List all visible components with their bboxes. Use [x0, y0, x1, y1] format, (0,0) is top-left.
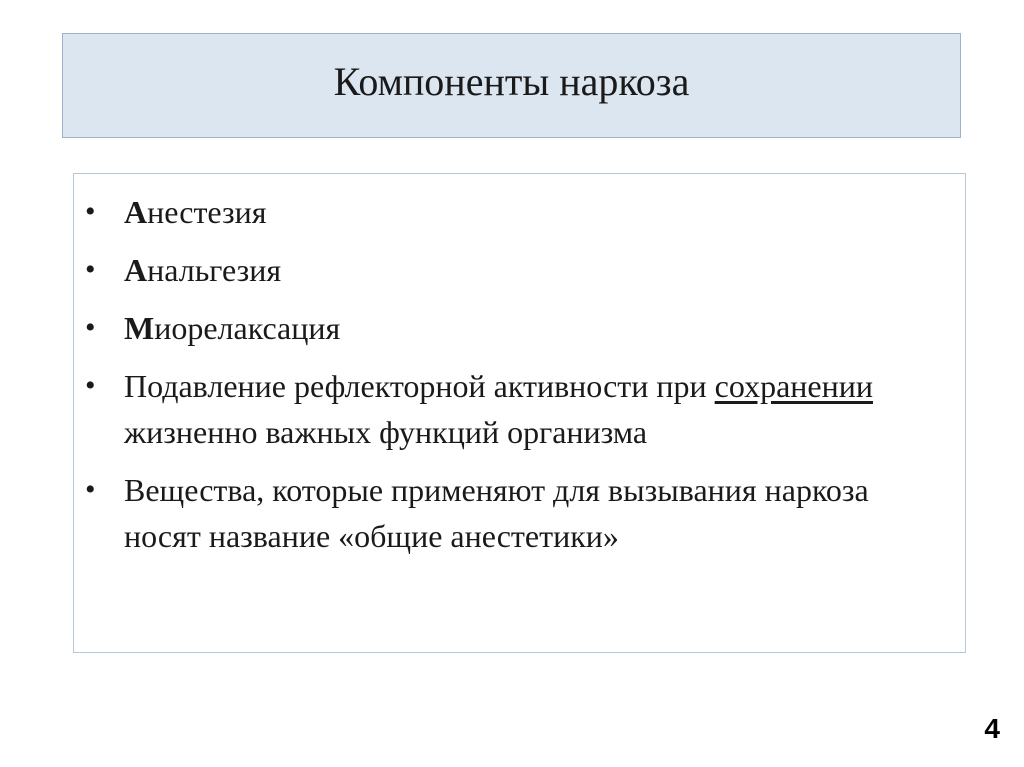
bullet-item-myorelaxation	[74, 305, 965, 351]
bullet-list	[74, 189, 965, 571]
bullet-text-before: Подавление рефлекторной активности при	[124, 368, 715, 404]
bullet-text: Вещества, которые применяют для вызывания наркоза носят название «общие анестетики»	[124, 472, 869, 554]
bullet-dot: •	[85, 311, 96, 344]
slide-title: Компоненты наркоза	[333, 59, 690, 104]
bullet-text: нестезия	[147, 194, 267, 230]
page-number: 4	[984, 713, 1000, 744]
bullet-dot: •	[85, 253, 96, 286]
bullet-initial: М	[124, 310, 155, 346]
bullet-item-analgesia	[74, 247, 965, 293]
content-box	[73, 173, 966, 653]
bullet-text-underlined: сохранении	[714, 368, 873, 404]
bullet-text: иорелаксация	[154, 310, 341, 346]
bullet-item-reflex-suppression	[74, 363, 965, 455]
bullet-initial: А	[124, 194, 148, 230]
bullet-text: нальгезия	[147, 252, 282, 288]
bullet-dot: •	[85, 473, 96, 506]
bullet-text-after: жизненно важных функций организма	[124, 414, 648, 450]
bullet-initial: А	[124, 252, 148, 288]
bullet-item-anesthesia	[74, 189, 965, 235]
bullet-dot: •	[85, 195, 96, 228]
bullet-dot: •	[85, 369, 96, 402]
bullet-item-general-anesthetics	[74, 467, 965, 559]
title-box	[62, 33, 961, 138]
